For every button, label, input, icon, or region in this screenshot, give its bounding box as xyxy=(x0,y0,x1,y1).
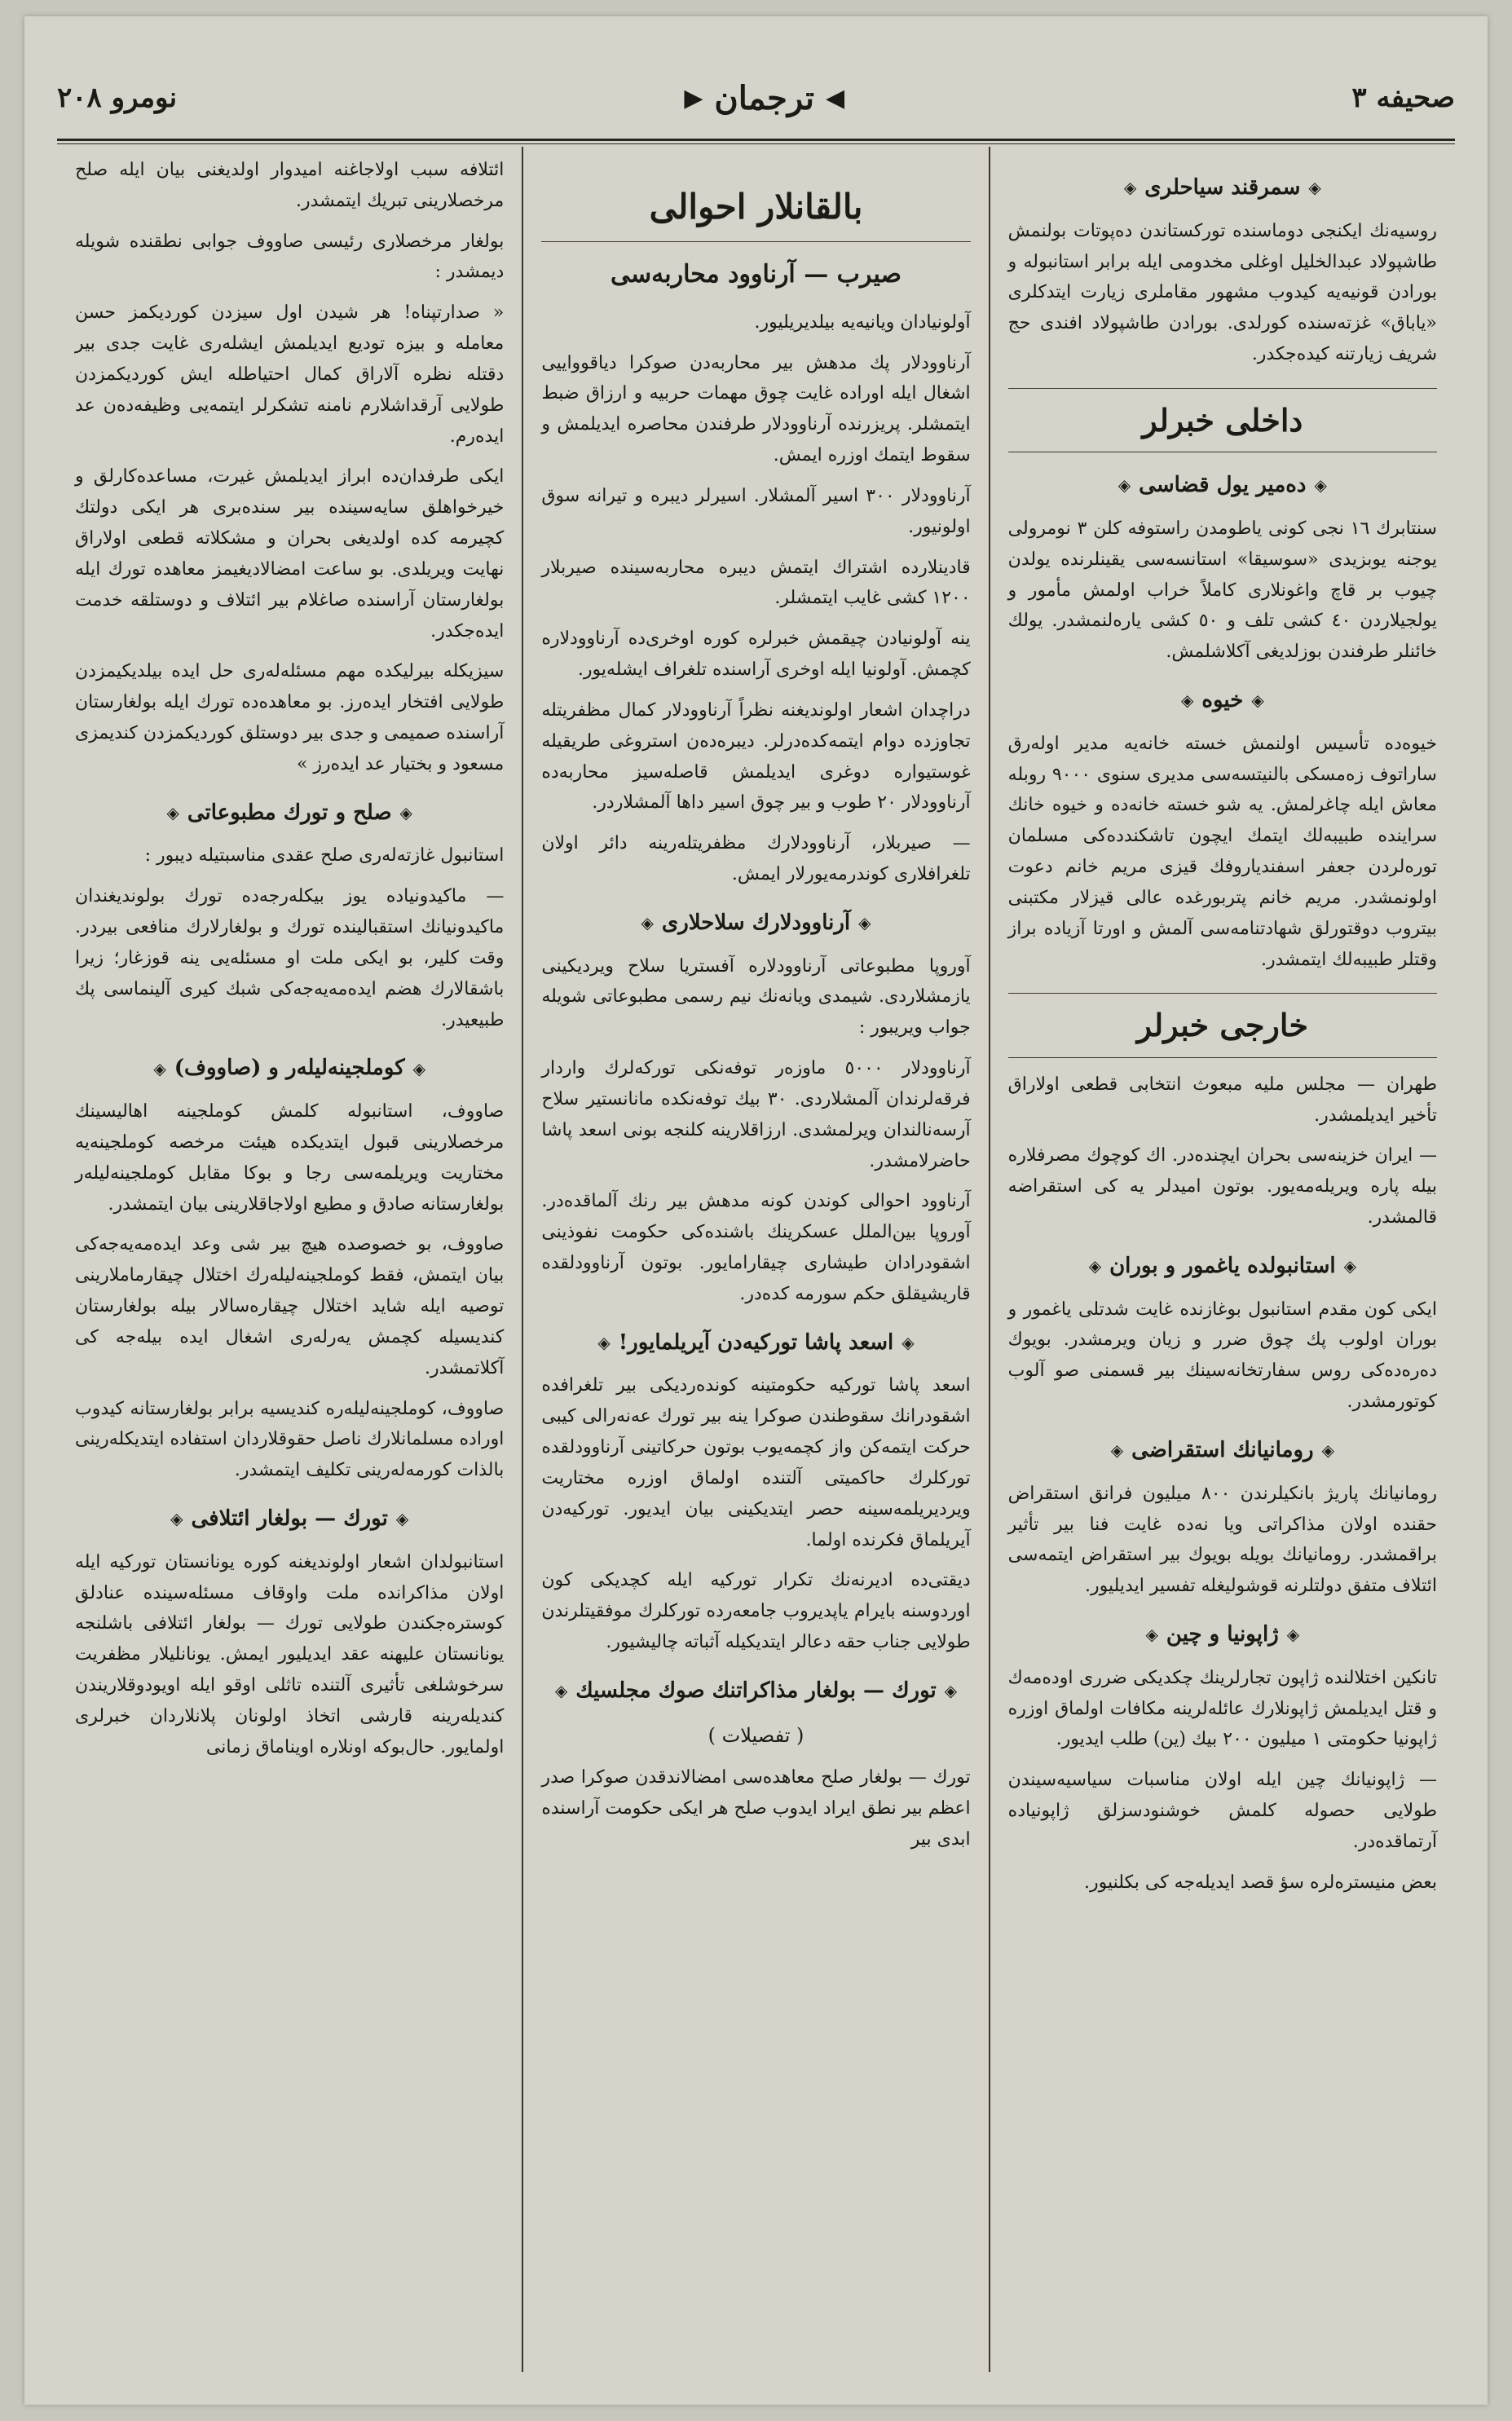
ornament-icon: ◈ xyxy=(1286,1625,1300,1645)
ornament-icon: ◈ xyxy=(1088,1256,1102,1277)
article-paragraph: ائتلافه سبب اولاجاغنه امیدوار اولدیغنی بیان ایله صلح مرخصلارینی تبریك ایتمشدر. xyxy=(75,160,505,211)
ornament-icon: ◈ xyxy=(901,1332,915,1352)
ornament-icon: ◈ xyxy=(1343,1256,1356,1277)
article-paragraph: — ماكیدونیاده یوز بیكلەرجه‌ده تورك بولوندیغندان ماكیدونیانك استقبالینده تورك و بولغارلارك منافعی بیردر. وقت كلیر، بو ایكی ملت او مسئله‌یی ینه قوزغار؛ زیرا باشقالارك هضم ایده‌مه‌یه‌جه‌كی شبك كیری آلینماسی پك طبیعیدر. xyxy=(75,886,505,1030)
ornament-icon: ◈ xyxy=(1123,178,1137,198)
article-paragraph: سیزیكله بیرلیكده مهم مسئله‌لەری حل ایده بیلدیكیمزدن طولایی افتخار ایدەرز. بو معاهده‌ده تورك ایله بولغارستان آراسنده صمیمی و جدی بیر دوستلق كوردیكمزدن كندیمزی مسعود و بختیار عد ایدەرز » xyxy=(75,661,505,774)
section-title-foreign: خارجی خبرلر xyxy=(1008,993,1437,1057)
ornament-icon: ◀ xyxy=(826,83,845,112)
ornament-icon: ◈ xyxy=(412,1058,426,1078)
section-heading: ◈ اسعد پاشا توركیه‌دن آیریلمایور! ◈ xyxy=(541,1325,970,1361)
ornament-icon: ◈ xyxy=(1180,690,1194,711)
main-article-title: بالقانلار احوالی xyxy=(541,173,970,242)
article-paragraph: استانبول غازته‌لەری صلح عقدی مناسبتیله دیبور : xyxy=(144,845,505,867)
page-number: صحیفه ٣ xyxy=(1351,82,1455,114)
section-title-domestic: داخلی خبرلر xyxy=(1008,388,1437,452)
ornament-icon: ◈ xyxy=(153,1058,166,1078)
article-paragraph: آولونیادان ویانیه‌یه بیلدیریلیور. xyxy=(754,311,971,333)
section-heading: ◈ استانبولده یاغمور و بوران ◈ xyxy=(1008,1248,1437,1285)
ornament-icon: ◈ xyxy=(170,1509,183,1529)
section-heading: ◈ كوملجینه‌لیلەر و (صاووف) ◈ xyxy=(75,1050,504,1087)
article-paragraph: بولغار مرخصلاری رئیسی صاووف جوابی نطقنده شویله دیمشدر : xyxy=(75,231,505,283)
article-paragraph: تانكین اختلالنده ژاپون تجارلرینك چكدیكی ضرری اودەمەك و قتل ایدیلمش ژاپونلارك عائله‌لرینه مكافات اولماق اوزره ژاپونیا حكومتی ١ میلیون ٢٠٠ بیك (ین) طلب ایدیور. xyxy=(1007,1667,1437,1750)
article-paragraph: ایكی كون مقدم استانبول بوغازنده غایت شدتلی یاغمور و بوران اولوب پك چوق ضرر و زیان ویرمشدر. بویوك دەرەده‌كی روس سفارتخانه‌سینك بیر قسمنی صو آلوب كوتورمشدر. xyxy=(1007,1299,1437,1413)
article-paragraph: استانبولدان اشعار اولوندیغنه كوره یونانستان توركیه ایله اولان مذاكرانده ملت واوقاف مسئله‌سینده عنادلق كوسترەجكندن طولایی تورك — بولغار ائتلافی باشلنجه یونانستان علیهنه عقد ایدیلیور ایمش. یونانلیلار مظفریت سرخوشلغی تأثیری آلتنده تاثلی اوقو ایله اویودوقلاریندن كندیله‌رینه قارشی اتخاذ اولونان پلانلاردان خبرلری اولمایور. حال‌بوكه اونلاره اویناماق زمانی xyxy=(75,1551,505,1757)
article-paragraph: آرناوود احوالی كوندن كونه مدهش بیر رنك آلماقده‌در. آوروپا بین‌الملل عسكرینك باشنده‌كی حكومت نفوذینی اشقودرادان طیشاری چیقارامایور. بوتون آرناوودلقده قاریشیقلق حكم سورمه كده‌در. xyxy=(541,1191,971,1304)
article-paragraph: خیوه‌ده تأسیس اولنمش خسته خانه‌یه مدیر اولەرق ساراتوف زەمسكی بالنیتسه‌سی مدیری سنوی ٩٠٠٠ روبله معاش ایله چاغرلمش. یه شو خسته خانه‌ده و خیوه خانك سراینده طبیبه‌لك ایتمك ایچون تاشكندده‌كی مسلمان تورەلردن جعفر اسفندیاروفك قیزی مریم خانم دعوت اولونمشدر. مریم خانم پتربورغده عالی قیزلار مكتبنی بیتروب دوقتورلق شهادتنامه‌سی آلمش و اورتا آزیاده براز وقتلر طبیبه‌لك ایتمشدر. xyxy=(1007,733,1437,970)
main-article-subtitle: صیرب — آرناوود محاربه‌سی xyxy=(611,260,901,289)
ornament-icon: ◈ xyxy=(1321,1440,1334,1461)
ornament-icon: ◈ xyxy=(858,913,871,933)
article-paragraph: صاووف، استانبوله كلمش كوملجینه اهالیسینك مرخصلارینی قبول ایتدیكده هیئت مرخصه كوملجینه‌یه مختاریت ویریلمه‌سی رجا و بوكا مقابل كوملجینه‌لیلەر بولغارستانه صادق و مطیع اولاجاقلارینی بیان ایتمشدر. xyxy=(75,1101,505,1215)
section-heading: ◈ تورك — بولغار مذاكراتنك صوك مجلسیك ◈ xyxy=(541,1673,970,1709)
article-paragraph: بعض منیستره‌لره سؤ قصد ایدیله‌جه كی بكلنیور. xyxy=(1084,1872,1437,1893)
article-paragraph: سنتابرك ١٦ نجی كونی یاطومدن راستوفه كلن ٣ نومرولی یوجنه یوبزیدی «سوسیقا» استانسه‌سی یقینلرنده یولدن چیوب بر قاچ واغونلاری كاملاً خراب اولمش مأمور و یولجیلاردن ٤٠ كشی تلف و ٥٠ كشی یاره‌لنمشدر. یولك خائنلر طرفندن بوزلدیغی آكلاشلمش. xyxy=(1007,518,1438,663)
article-paragraph: دراچدان اشعار اولوندیغنه نظراً آرناوودلار كمال مظفریتله تجاوزده دوام ایتمه‌كده‌درلر. دیبره‌دەن استروغی طریقیله غوستیواره دوغری ایدیلمش قاصله‌سیز محاربه‌ده آرناوودلار ٢٠ طوب و بیر چوق اسیر داها آلمشلاردر. xyxy=(541,699,971,814)
article-paragraph: طهران — مجلس ملیه مبعوث انتخابی قطعی اولاراق تأخیر ایدیلمشدر. xyxy=(1007,1074,1437,1126)
column-left xyxy=(57,147,523,2372)
issue-number: نومرو ٢٠٨ xyxy=(57,82,178,114)
columns xyxy=(57,147,1455,2372)
article-paragraph: قادینلارده اشتراك ایتمش دیبره محاربه‌سینده صیربلار ١٢٠٠ كشی غایب ایتمشلر. xyxy=(541,557,971,609)
ornament-icon: ◈ xyxy=(641,913,654,933)
section-heading: ◈ دەمیر یول قضاسی ◈ xyxy=(1008,467,1437,504)
section-heading: ◈ سمرقند سیاحلری ◈ xyxy=(1008,170,1437,206)
newspaper-page xyxy=(24,16,1488,2405)
section-heading: ◈ خیوه ◈ xyxy=(1008,682,1437,719)
article-paragraph: آوروپا مطبوعاتی آرناوودلاره آفستریا سلاح ویردیكینی یازمشلاردی. شیمدی ویانه‌نك نیم رسمی مطبوعاتی شویله جواب ویریبور : xyxy=(541,955,971,1039)
header-rule-thin xyxy=(57,143,1455,144)
article-paragraph: آرناوودلار پك مدهش بیر محاربه‌دن صوكرا دیاقوواییی اشغال ایله اوراده غایت چوق مهمات حربیه و ارزاق ضبط ایتمشلر. پریزرنده آرناوودلار طرفندن محاصره ایدیلمش و سقوط ایتمك اوزره ایمش. xyxy=(541,352,971,466)
article-paragraph: صاووف، كوملجینه‌لیلەره كندیسیه برابر بولغارستانه كیدوب اورادە مسلمانلارك ناصل حقوقلاردان استفاده ایتدیكلەرینی بالذات كورمه‌لەرینی تكلیف ایتمشدر. xyxy=(75,1398,505,1481)
article-paragraph: تورك — بولغار صلح معاهده‌سی امضالاندقدن صوكرا صدر اعظم بیر نطق ایراد ایدوب صلح هر ایكی حكومت آراسنده ابدی بیر xyxy=(541,1766,971,1850)
article-paragraph: ینه آولونیادن چیقمش خبرلره كوره اوخری‌ده آرناوودلاره كچمش. آولونیا ایله اوخری آراسنده تلغراف ایشله‌یور. xyxy=(541,628,971,681)
article-paragraph: روسیه‌نك ایكنجی دوماسنده توركستاندن دەپوتات بولنمش طاشپولاد عبدالخلیل اوغلی مخدومی ایله برابر استانبوله و بورادن قونیه‌یه كیدوب مشهور مقاملری زیارت ایتدكلری «یاباق» غزته‌سنده كورلدی. بورادن طاشپولاد افندی حج شریف زیارتنه كیده‌جكدر. xyxy=(1007,220,1437,365)
ornament-icon: ◈ xyxy=(1251,690,1264,711)
ornament-icon: ◈ xyxy=(944,1681,958,1701)
article-paragraph: « صدارتپناه! هر شیدن اول سیزدن كوردیكمز حسن معامله و بیزه توديع ایدیلمش ایشلەری غایت جدی بیر دقتله نظره آلاراق كمال احتیاطله ایش كوردیكمزدن طولایی آرقداشلارم نامنه تشكرلر ایتمه‌یی وظیفه‌دەن عد ایدەرم. xyxy=(75,302,505,447)
section-heading: ◈ ژاپونیا و چین ◈ xyxy=(1008,1616,1437,1653)
article-paragraph: آرناوودلار ٣٠٠ اسیر آلمشلار. اسیرلر دیبره و تیرانه سوق اولونیور. xyxy=(541,485,971,537)
ornament-icon: ◈ xyxy=(166,802,179,822)
ornament-icon: ▶ xyxy=(684,83,703,112)
article-paragraph: — ایران خزینه‌سی بحران ایچنده‌در. اك كوچوك مصرفلاره بیله پاره ویریلەمەیور. بوتون امیدلر یه كی استقراضه قالمشدر. xyxy=(1007,1145,1437,1228)
column-right xyxy=(990,147,1455,2372)
page-header xyxy=(57,61,1455,134)
column-middle xyxy=(523,147,990,2372)
section-subheading: ( تفصیلات ) xyxy=(708,1723,804,1747)
newspaper-title: ترجمان xyxy=(714,78,815,117)
ornament-icon: ◈ xyxy=(1314,475,1327,496)
article-paragraph: رومانیانك پاریژ بانكیلرندن ٨٠٠ میلیون فرانق استقراض حقنده اولان مذاكراتی ویا نەدە غایت فنا بیر تأثیر براقمشدر. رومانیانك بویله بویوك بیر استقراض ایتمه‌سی ائتلاف متفق دولتلرنه قوشولیغله تفسیر ایدیلیور. xyxy=(1007,1483,1438,1597)
article-paragraph: صاووف، بو خصوصده هیچ بیر شی وعد ایده‌مه‌یه‌جه‌كی بیان ایتمش، فقط كوملجینه‌لیلەرك اختلال چیقارماملارینی توصیه ایله شاید اختلال چیقارەسالار بیله بولغارستان كندیسیله كچمش یەرلەری اشغال ایده بیله‌جه كی آكلاتمشدر. xyxy=(75,1234,505,1378)
article-paragraph: — صیربلار، آرناوودلارك مظفریتلەرینه دائر اولان تلغرافلاری كوندرمه‌یورلار ایمش. xyxy=(541,833,971,885)
section-heading: ◈ تورك — بولغار ائتلافی ◈ xyxy=(75,1501,504,1537)
ornament-icon: ◈ xyxy=(1308,178,1321,198)
ornament-icon: ◈ xyxy=(1145,1625,1158,1645)
section-heading: ◈ صلح و تورك مطبوعاتی ◈ xyxy=(75,795,504,831)
ornament-icon: ◈ xyxy=(1117,475,1131,496)
article-paragraph: اسعد پاشا توركیه حكومتینه كوندەردیكی بیر تلغرافده اشقودرانك سقوطندن صوكرا ینه بیر تورك عەنەرالی كیبی حركت ایتمه‌كن واز كچمه‌یوب بوتون حركاتینی آرناوودلقده توركلرك حاكمیتی آلتنده اولماق اوزره مختاریت ویردیریلمه‌سینه حصر ایتدیكینی بیان ایدیور. توركیه‌دن آیریلماق فكرنده اولما. xyxy=(541,1375,971,1550)
article-paragraph: ایكی طرفدان‌ده ابراز ایدیلمش غیرت، مساعده‌كارلق و خیرخواهلق سایه‌سینده بیر سنده‌بری هر ایكی دولتك كچیرمه كده اولدیغی بحران و مشكلاته قطعی اولاراق نهایت ویریلدی. بو ساعت امضالادیغیمز معاهده تورك ایله بولغارستان آراسنده صاغلام بیر ائتلاف و دوستلقه خدمت ایده‌جكدر. xyxy=(75,466,505,642)
article-paragraph: — ژاپونیانك چین ایله اولان مناسبات سیاسیه‌سیندن طولایی حصوله كلمش خوشنودسزلق ژاپونیاده آرتماقده‌در. xyxy=(1007,1770,1437,1852)
ornament-icon: ◈ xyxy=(1110,1440,1124,1461)
ornament-icon: ◈ xyxy=(554,1681,568,1701)
section-heading: ◈ رومانیانك استقراضی ◈ xyxy=(1008,1432,1437,1469)
ornament-icon: ◈ xyxy=(395,1509,409,1529)
article-paragraph: دیقتی‌ده ادیرنه‌نك تكرار توركیه ایله كچدیكی كون اوردوسنه بایرام یاپدیروب جامعه‌رده توركلرك موفقیتلرندن طولایی جناب حقه دعالر ایتدیكیله آثباته چالیشیور. xyxy=(541,1570,971,1653)
article-paragraph: آرناوودلار ٥٠٠٠ ماوزەر توفەنكی توركه‌لرك واردار فرقه‌لرندان آلمشلاردی. ٣٠ بیك توفەنكده‌ مانانستیر سلاح آرسه‌نالندان ویرلمشدی. ارزاقلارینه كلنجه بونی اسعد پاشا حاضرلامشدر. xyxy=(541,1058,971,1171)
ornament-icon: ◈ xyxy=(399,802,412,822)
section-heading: ◈ آرناوودلارك سلاحلاری ◈ xyxy=(541,905,970,942)
header-rule xyxy=(57,139,1455,141)
ornament-icon: ◈ xyxy=(597,1332,611,1352)
masthead xyxy=(684,79,844,117)
